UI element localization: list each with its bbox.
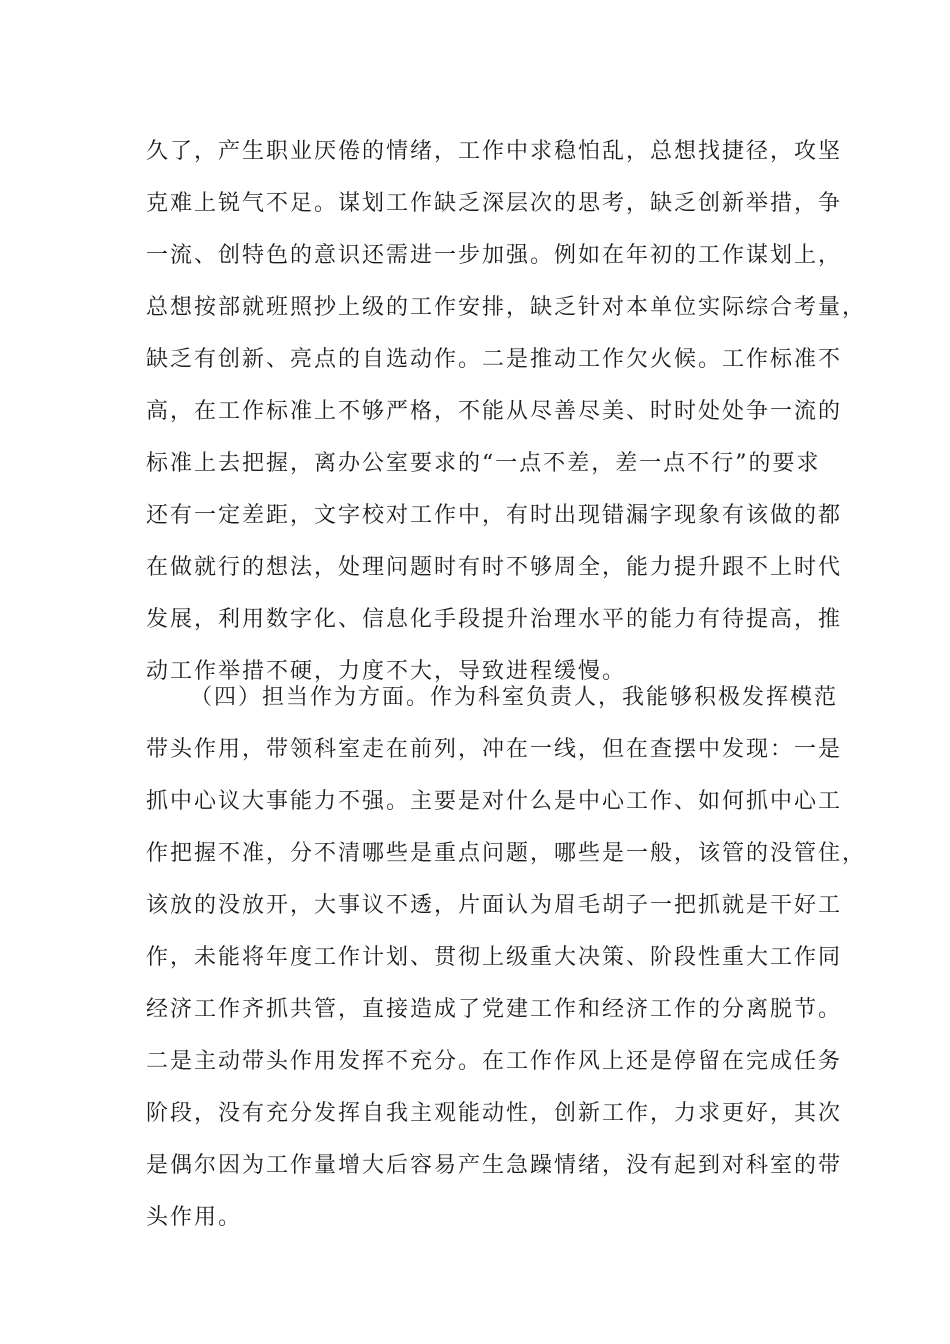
paragraph-continued [146, 126, 867, 698]
text-line: 一流、创特色的意识还需进一步加强。例如在年初的工作谋划上， [146, 243, 843, 268]
text-line: 总想按部就班照抄上级的工作安排，缺乏针对本单位实际综合考量， [146, 295, 867, 320]
text-line: 二是主动带头作用发挥不充分。在工作作风上还是停留在完成任务 [146, 1049, 843, 1074]
text-line: 阶段，没有充分发挥自我主观能动性，创新工作，力求更好，其次 [146, 1101, 843, 1126]
text-line: 在做就行的想法，处理问题时有时不够周全，能力提升跟不上时代 [146, 555, 843, 580]
section-four-paragraph [146, 672, 867, 1244]
section-heading-line: （四）担当作为方面。作为科室负责人，我能够积极发挥模范 [190, 685, 839, 710]
text-line: 克难上锐气不足。谋划工作缺乏深层次的思考，缺乏创新举措，争 [146, 191, 843, 216]
text-line: 抓中心议大事能力不强。主要是对什么是中心工作、如何抓中心工 [146, 789, 843, 814]
text-line: 作，未能将年度工作计划、贯彻上级重大决策、阶段性重大工作同 [146, 945, 843, 970]
text-line: 作把握不准，分不清哪些是重点问题，哪些是一般，该管的没管住， [146, 841, 867, 866]
text-line: 经济工作齐抓共管，直接造成了党建工作和经济工作的分离脱节。 [146, 997, 843, 1022]
text-line: 缺乏有创新、亮点的自选动作。二是推动工作欠火候。工作标准不 [146, 347, 843, 372]
text-line: 久了，产生职业厌倦的情绪，工作中求稳怕乱，总想找捷径，攻坚 [146, 139, 843, 164]
text-line: 发展，利用数字化、信息化手段提升治理水平的能力有待提高，推 [146, 607, 843, 632]
text-line: 该放的没放开，大事议不透，片面认为眉毛胡子一把抓就是干好工 [146, 893, 843, 918]
text-line: 是偶尔因为工作量增大后容易产生急躁情绪，没有起到对科室的带 [146, 1153, 843, 1178]
text-line: 标准上去把握，离办公室要求的“一点不差，差一点不行”的要求 [146, 451, 821, 476]
text-line: 高，在工作标准上不够严格，不能从尽善尽美、时时处处争一流的 [146, 399, 843, 424]
text-line: 还有一定差距，文字校对工作中，有时出现错漏字现象有该做的都 [146, 503, 843, 528]
text-line: 头作用。 [146, 1205, 243, 1230]
text-line: 动工作举措不硬，力度不大，导致进程缓慢。 [146, 659, 627, 684]
text-line: 带头作用，带领科室走在前列，冲在一线，但在查摆中发现：一是 [146, 737, 843, 762]
